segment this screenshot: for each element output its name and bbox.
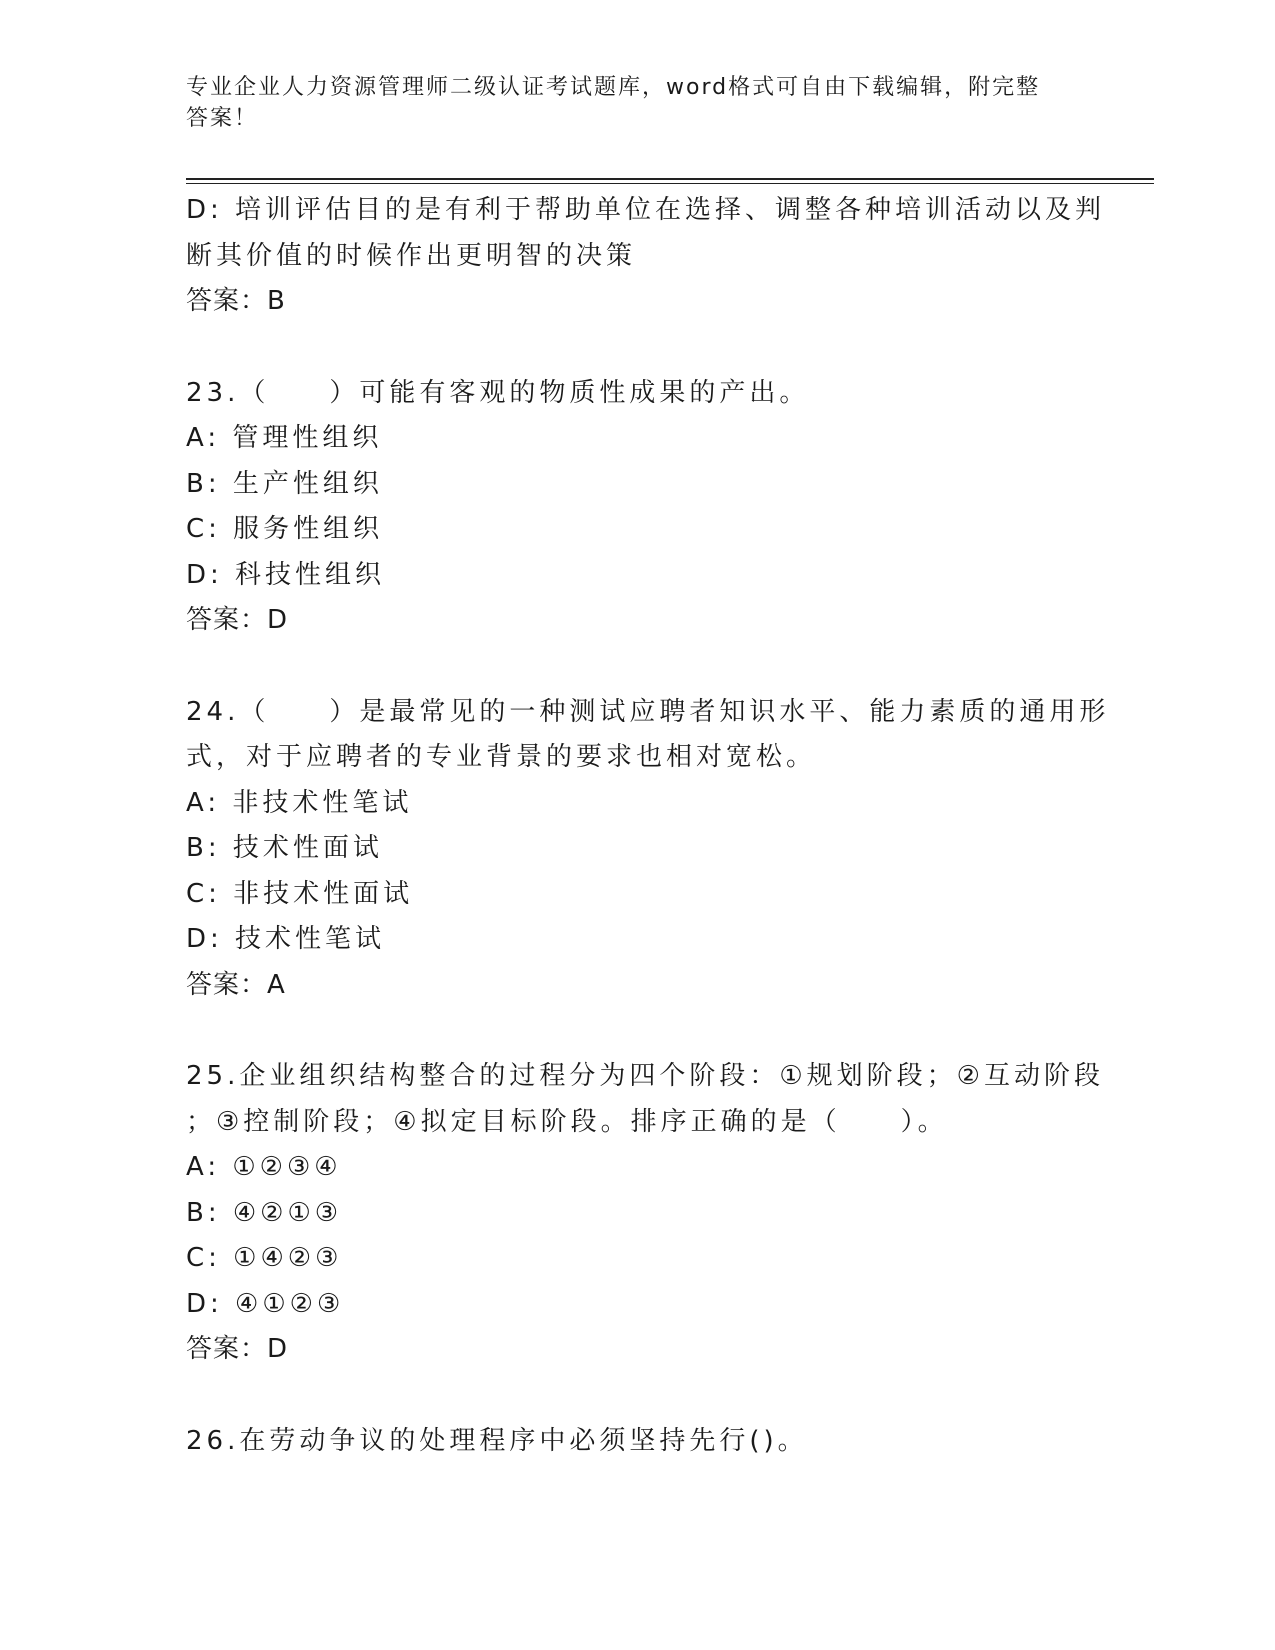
option-c: C: 非技术性面试 [186,878,414,909]
question-list [186,188,1110,1464]
header-divider-thin [186,183,1154,184]
option-d: D: 技术性笔试 [186,924,386,954]
question-22-tail [186,188,1106,325]
header-line-2: 答案！ [186,106,259,131]
option-d: D: 培训评估目的是有利于帮助单位在选择、调整各种培训活动以及判 [186,195,1106,225]
question-stem: 26.在劳动争议的处理程序中必须坚持先行()。 [186,1425,808,1456]
answer: 答案：D [186,1334,289,1364]
question-stem-continued: ；③控制阶段；④拟定目标阶段。排序正确的是（ ）。 [186,1106,948,1137]
spacer [186,644,1086,690]
document-header [186,72,1066,134]
option-d: D: 科技性组织 [186,559,386,590]
question-stem: 24.（ ）是最常见的一种测试应聘者知识水平、能力素质的通用形 [186,696,1110,727]
spacer [186,1373,1086,1419]
question-stem: 23.（ ）可能有客观的物质性成果的产出。 [186,377,810,408]
question-24 [186,690,1110,1009]
option-b: B: 技术性面试 [186,833,383,863]
option-c: C: ①④②③ [186,1243,343,1273]
answer: 答案：B [186,286,286,316]
option-d-continued: 断其价值的时候作出更明智的决策 [186,240,637,271]
option-a: A: ①②③④ [186,1152,342,1182]
option-d: D: ④①②③ [186,1288,345,1319]
option-b: B: ④②①③ [186,1197,343,1228]
question-stem-continued: 式，对于应聘者的专业背景的要求也相对宽松。 [186,742,817,772]
spacer [186,325,1086,371]
header-line-1: 专业企业人力资源管理师二级认证考试题库，word格式可自由下载编辑，附完整 [186,75,1041,100]
spacer [186,1008,1086,1054]
option-a: A: 管理性组织 [186,423,383,453]
answer: 答案：D [186,605,289,635]
option-c: C: 服务性组织 [186,514,384,544]
option-b: B: 生产性组织 [186,468,383,499]
header-divider-thick [186,178,1154,180]
question-stem: 25.企业组织结构整合的过程分为四个阶段：①规划阶段；②互动阶段 [186,1061,1104,1091]
option-a: A: 非技术性笔试 [186,787,413,818]
question-23 [186,371,1086,644]
answer: 答案：A [186,969,286,1000]
question-25 [186,1054,1104,1373]
question-26 [186,1419,1086,1465]
